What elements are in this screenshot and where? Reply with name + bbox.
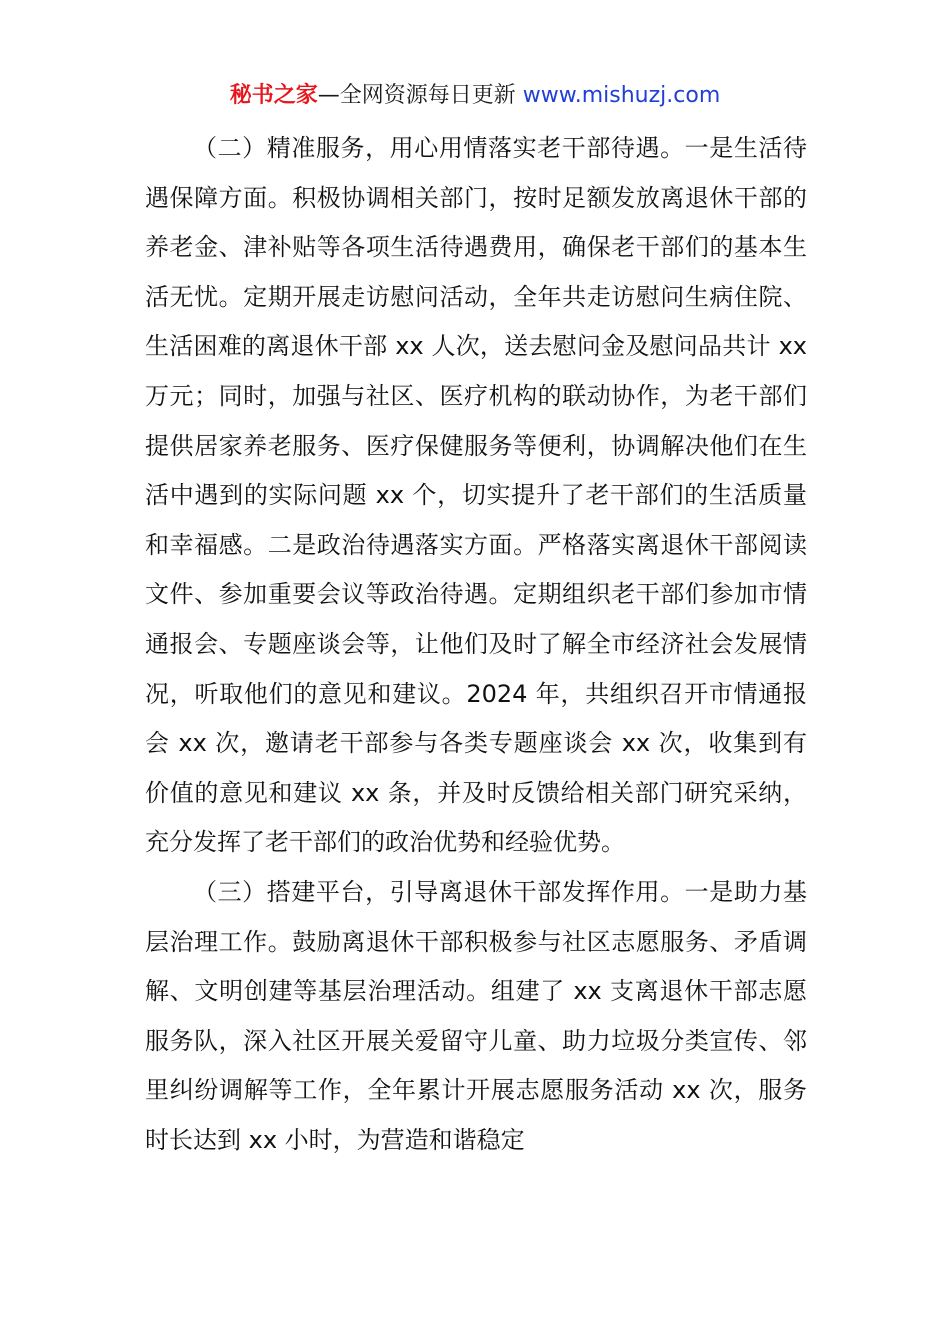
paragraph-section-two: （二）精准服务，用心用情落实老干部待遇。一是生活待遇保障方面。积极协调相关部门，按时足额发放离退休干部的养老金、津补贴等各项生活待遇费用，确保老干部们的基本生活无忧。定期开展走访慰问活动，全年共走访慰问生病住院、生活困难的离退休干部 xx 人次，送去慰问金及慰问品共计 xx 万元；同时，加强与社区、医疗机构的联动协作，为老干部们提供居家养老服务、医疗保健服务等便利，协调解决他们在生活中遇到的实际问题 xx 个，切实提升了老干部们的生活质量和幸福感。二是政治待遇落实方面。严格落实离退休干部阅读文件、参加重要会议等政治待遇。定期组织老干部们参加市情通报会、专题座谈会等，让他们及时了解全市经济社会发展情况，听取他们的意见和建议。2024 年，共组织召开市情通报会 xx 次，邀请老干部参与各类专题座谈会 xx 次，收集到有价值的意见和建议 xx 条，并及时反馈给相关部门研究采纳，充分发挥了老干部们的政治优势和经验优势。 xyxy=(145,134,807,857)
document-body xyxy=(145,124,807,1165)
site-brand: 秘书之家 xyxy=(229,83,318,108)
site-header xyxy=(0,80,950,112)
site-tagline: —全网资源每日更新 xyxy=(317,83,523,108)
site-url-link[interactable]: www.mishuzj.com xyxy=(522,83,721,108)
paragraph-section-three: （三）搭建平台，引导离退休干部发挥作用。一是助力基层治理工作。鼓励离退休干部积极参与社区志愿服务、矛盾调解、文明创建等基层治理活动。组建了 xx 支离退休干部志愿服务队，深入社区开展关爱留守儿童、助力垃圾分类宣传、邻里纠纷调解等工作，全年累计开展志愿服务活动 xx 次，服务时长达到 xx 小时，为营造和谐稳定 xyxy=(145,877,807,1154)
